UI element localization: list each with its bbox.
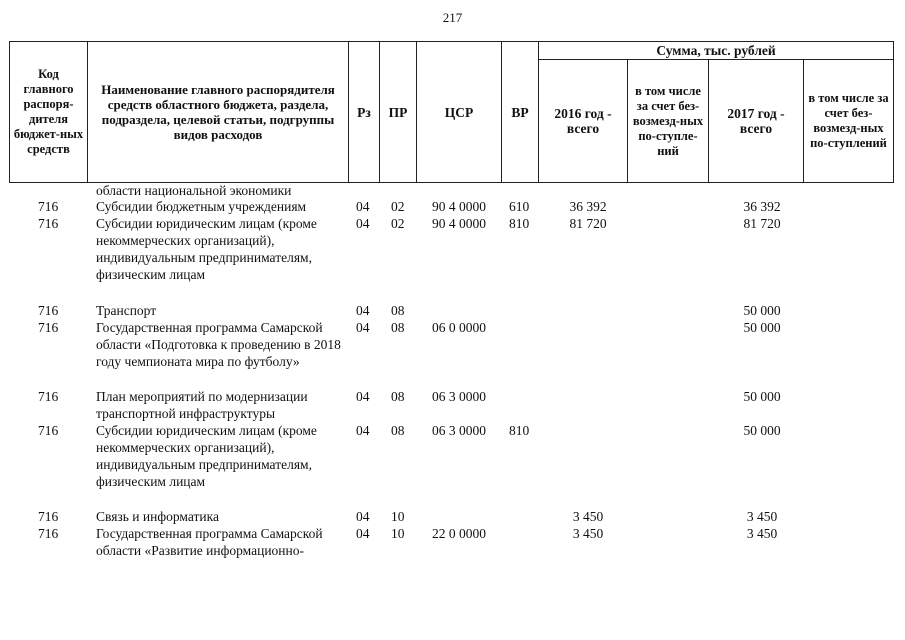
row-code: 716 — [38, 199, 59, 214]
row-2016-total: 36 392 — [569, 199, 607, 214]
row-rz: 04 — [356, 199, 370, 214]
row-code: 716 — [38, 216, 59, 231]
row-vr: 810 — [509, 423, 530, 438]
header-sum-group: Сумма, тыс. рублей — [538, 41, 894, 60]
row-pr: 02 — [391, 216, 405, 231]
row-rz: 04 — [356, 389, 370, 404]
row-name: Субсидии юридическим лицам (кроме некоммерческих организаций), индивидуальным предпринимателям, физическим лицам — [96, 423, 317, 489]
row-csr: 06 3 0000 — [432, 423, 486, 438]
row-2016-total: 3 450 — [572, 526, 604, 541]
row-name: Транспорт — [96, 303, 157, 318]
row-vr: 810 — [509, 216, 530, 231]
row-code: 716 — [38, 389, 59, 404]
row-csr: 90 4 0000 — [432, 199, 486, 214]
row-code: 716 — [38, 423, 59, 438]
row-name: Связь и информатика — [96, 509, 219, 524]
row-2017-total: 36 392 — [743, 199, 781, 214]
row-csr: 06 3 0000 — [432, 389, 486, 404]
row-2017-total: 50 000 — [743, 423, 781, 438]
row-rz: 04 — [356, 423, 370, 438]
row-rz: 04 — [356, 216, 370, 231]
row-name: Государственная программа Самарской области «Развитие информационно- — [96, 526, 323, 558]
header-code: Код главного распоря-дителя бюджет-ных средств — [9, 41, 88, 183]
row-vr: 610 — [509, 199, 530, 214]
header-name: Наименование главного распорядителя средств областного бюджета, раздела, подраздела, целевой статьи, подгруппы видов расходов — [87, 41, 349, 183]
row-name: План мероприятий по модернизации транспортной инфраструктуры — [96, 389, 308, 421]
header-2016-total: 2016 год - всего — [538, 59, 628, 183]
header-pr: ПР — [379, 41, 417, 183]
row-name: Субсидии юридическим лицам (кроме некоммерческих организаций), индивидуальным предпринимателям, физическим лицам — [96, 216, 317, 282]
row-name: Государственная программа Самарской области «Подготовка к проведению в 2018 году чемпионата мира по футболу» — [96, 320, 341, 369]
row-code: 716 — [38, 303, 59, 318]
row-rz: 04 — [356, 303, 370, 318]
row-code: 716 — [38, 526, 59, 541]
row-2017-total: 3 450 — [746, 509, 778, 524]
header-csr: ЦСР — [416, 41, 502, 183]
row-pr: 02 — [391, 199, 405, 214]
row-code: 716 — [38, 509, 59, 524]
row-csr: 90 4 0000 — [432, 216, 486, 231]
header-2017-free: в том числе за счет без-возмезд-ных по-ступлений — [803, 59, 894, 183]
row-2017-total: 50 000 — [743, 320, 781, 335]
row-pr: 08 — [391, 320, 405, 335]
row-2017-total: 50 000 — [743, 303, 781, 318]
row-2017-total: 3 450 — [746, 526, 778, 541]
row-csr: 06 0 0000 — [432, 320, 486, 335]
row-pr: 08 — [391, 303, 405, 318]
header-2017-total: 2017 год - всего — [708, 59, 804, 183]
header-2016-free: в том числе за счет без-возмезд-ных по-ступле-ний — [627, 59, 709, 183]
row-pr: 10 — [391, 509, 405, 524]
row-pr: 10 — [391, 526, 405, 541]
row-name: Субсидии бюджетным учреждениям — [96, 199, 307, 214]
row-2016-total: 3 450 — [572, 509, 604, 524]
row-pr: 08 — [391, 389, 405, 404]
row-2017-total: 50 000 — [743, 389, 781, 404]
header-vr: ВР — [501, 41, 539, 183]
row-csr: 22 0 0000 — [432, 526, 486, 541]
continued-row-text: области национальной экономики — [96, 183, 292, 198]
header-rz: Рз — [348, 41, 380, 183]
page-number: 217 — [442, 10, 463, 25]
row-2017-total: 81 720 — [743, 216, 781, 231]
row-rz: 04 — [356, 526, 370, 541]
row-rz: 04 — [356, 320, 370, 335]
row-2016-total: 81 720 — [569, 216, 607, 231]
row-code: 716 — [38, 320, 59, 335]
row-pr: 08 — [391, 423, 405, 438]
row-rz: 04 — [356, 509, 370, 524]
